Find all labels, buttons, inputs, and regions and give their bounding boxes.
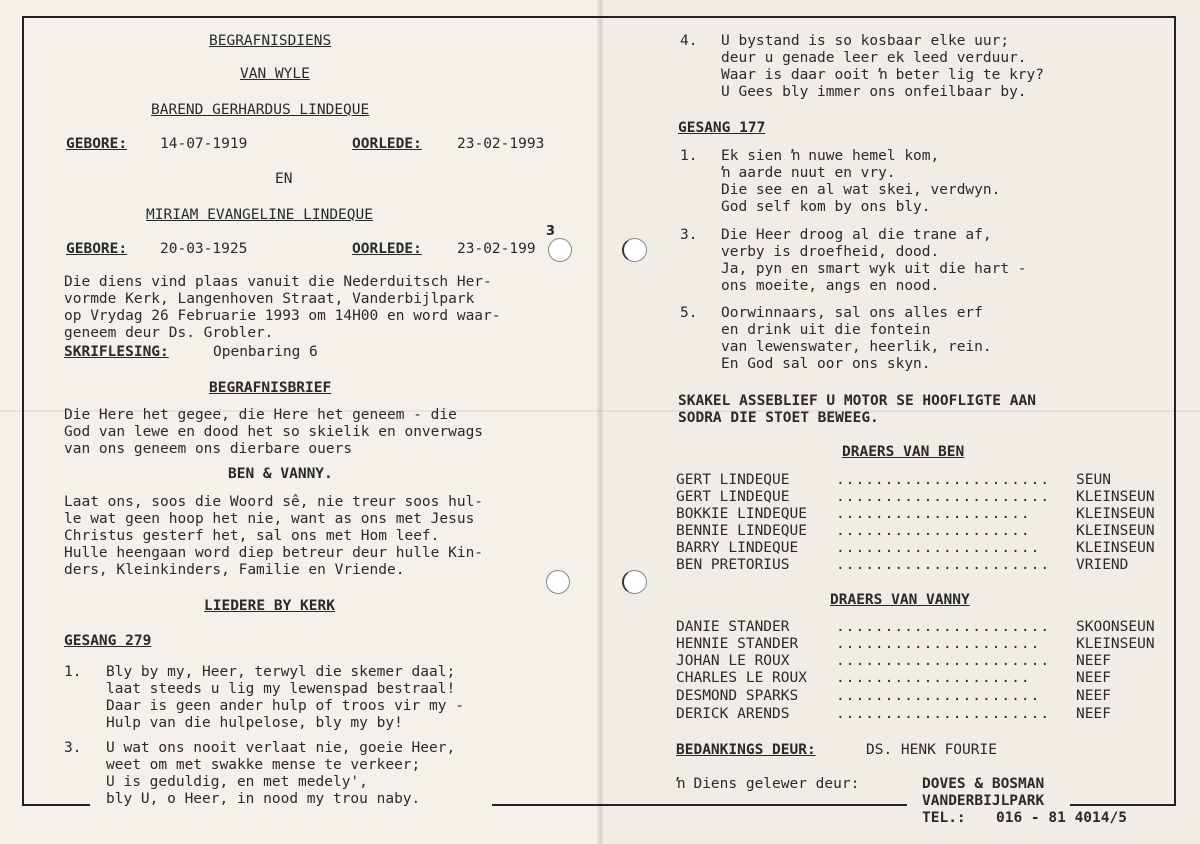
reading-label: SKRIFLESING:	[64, 344, 169, 360]
bearer-name: DESMOND SPARKS	[676, 688, 799, 704]
punch-hole	[622, 570, 647, 594]
company-city: VANDERBIJLPARK	[922, 793, 1045, 809]
border-bottom-right	[1070, 804, 1176, 806]
service-line: geneem deur Ds. Grobler.	[64, 325, 274, 341]
verse-line: laat steeds u lig my lewenspad bestraal!	[106, 681, 456, 697]
bearer-relation: KLEINSEUN	[1076, 506, 1155, 522]
songs-title: LIEDERE BY KERK	[204, 598, 335, 614]
leader-dots: ......................	[836, 557, 1051, 573]
leader-dots: ......................	[836, 653, 1051, 669]
bearer-relation: NEEF	[1076, 653, 1111, 669]
bearer-row	[676, 636, 1176, 653]
verse-line: Daar is geen ander hulp of troos vir my -	[106, 698, 464, 714]
died-date-1: 23-02-1993	[457, 136, 545, 152]
service-line: Die diens vind plaas vanuit die Nederduitsch Her-	[64, 274, 492, 290]
bearer-name: DANIE STANDER	[676, 619, 790, 635]
border-left	[22, 16, 24, 806]
verse-line: deur u genade leer ek leed verduur.	[721, 50, 1027, 66]
bearer-name: BARRY LINDEQUE	[676, 540, 799, 556]
letter-line: God van lewe en dood het so skielik en onverwags	[64, 424, 484, 440]
title-funeral-service: BEGRAFNISDIENS	[209, 33, 332, 49]
verse-line: verby is droefheid, dood.	[721, 244, 940, 260]
verse-line: Ek sien ŉ nuwe hemel kom,	[721, 148, 940, 164]
leader-dots: ......................	[836, 619, 1051, 635]
bearer-relation: SEUN	[1076, 472, 1111, 488]
leader-dots: .....................	[836, 688, 1041, 704]
born-date-2: 20-03-1925	[160, 241, 248, 257]
couple-name: BEN & VANNY.	[228, 466, 333, 482]
verse-line: Waar is daar ooit ŉ beter lig te kry?	[721, 67, 1045, 83]
verse-line: ons moeite, angs en nood.	[721, 278, 940, 294]
text-line: le wat geen hoop het nie, want as ons met Jesus	[64, 511, 475, 527]
leader-dots: ......................	[836, 472, 1051, 488]
thanks-value: DS. HENK FOURIE	[866, 742, 997, 758]
text-line: Laat ons, soos die Woord sê, nie treur soos hul-	[64, 494, 484, 510]
verse-line: U Gees bly immer ons onfeilbaar by.	[721, 84, 1027, 100]
bearers-vanny-title: DRAERS VAN VANNY	[830, 592, 970, 608]
headlights-notice: SKAKEL ASSEBLIEF U MOTOR SE HOOFLIGTE AAN	[678, 393, 1036, 409]
text-line: Christus gesterf het, sal ons met Hom leef.	[64, 528, 440, 544]
verse-line: Ja, pyn en smart wyk uit die hart -	[721, 261, 1027, 277]
born-label: GEBORE:	[66, 241, 128, 257]
title-of-late: VAN WYLE	[240, 66, 310, 82]
bearer-name: CHARLES LE ROUX	[676, 670, 807, 686]
verse-line: Bly by my, Heer, terwyl die skemer daal;	[106, 664, 456, 680]
service-line: vormde Kerk, Langenhoven Straat, Vanderbijlpark	[64, 291, 475, 307]
bearers-ben-title: DRAERS VAN BEN	[842, 444, 965, 460]
bearer-name: GERT LINDEQUE	[676, 472, 790, 488]
verse-number: 4.	[680, 33, 698, 49]
hymn-279-title: GESANG 279	[64, 633, 152, 649]
died-date-2: 23-02-199	[457, 241, 536, 257]
verse-line: Die see en al wat skei, verdwyn.	[721, 182, 1001, 198]
verse-number: 3.	[64, 740, 82, 756]
hymn-177-title: GESANG 177	[678, 120, 766, 136]
leader-dots: ....................	[836, 670, 1031, 686]
punch-hole	[548, 238, 572, 262]
bearer-relation: KLEINSEUN	[1076, 489, 1155, 505]
bearer-row	[676, 653, 1176, 670]
bearer-relation: NEEF	[1076, 706, 1111, 722]
bearer-row	[676, 619, 1176, 636]
bearer-row	[676, 523, 1176, 540]
company-name: DOVES & BOSMAN	[922, 776, 1045, 792]
deceased-name-2: MIRIAM EVANGELINE LINDEQUE	[146, 207, 373, 223]
letter-line: van ons geneem ons dierbare ouers	[64, 441, 353, 457]
leader-dots: .....................	[836, 636, 1041, 652]
leader-dots: ....................	[836, 523, 1031, 539]
verse-line: U wat ons nooit verlaat nie, goeie Heer,	[106, 740, 456, 756]
reading-value: Openbaring 6	[213, 344, 318, 360]
bearer-relation: KLEINSEUN	[1076, 523, 1155, 539]
punch-hole	[622, 238, 647, 262]
leader-dots: ......................	[836, 706, 1051, 722]
bearer-row	[676, 540, 1176, 557]
bearer-row	[676, 688, 1176, 705]
bearer-name: GERT LINDEQUE	[676, 489, 790, 505]
bearer-name: BENNIE LINDEQUE	[676, 523, 807, 539]
border-bottom-mid	[492, 804, 907, 806]
bearer-relation: SKOONSEUN	[1076, 619, 1155, 635]
tel-label: TEL.:	[922, 810, 966, 826]
punch-hole	[546, 570, 570, 594]
bearer-name: DERICK ARENDS	[676, 706, 790, 722]
verse-line: God self kom by ons bly.	[721, 199, 931, 215]
died-label: OORLEDE:	[352, 241, 422, 257]
page-fold	[597, 0, 603, 844]
bearer-row	[676, 506, 1176, 523]
bearer-row	[676, 472, 1176, 489]
bearer-name: BOKKIE LINDEQUE	[676, 506, 807, 522]
bearer-relation: NEEF	[1076, 670, 1111, 686]
born-label: GEBORE:	[66, 136, 128, 152]
thanks-label: BEDANKINGS DEUR:	[676, 742, 816, 758]
leader-dots: ......................	[836, 489, 1051, 505]
verse-number: 5.	[680, 305, 698, 321]
border-top	[22, 16, 1176, 18]
verse-line: U is geduldig, en met medely',	[106, 774, 368, 790]
headlights-notice: SODRA DIE STOET BEWEEG.	[678, 410, 879, 426]
letter-line: Die Here het gegee, die Here het geneem - die	[64, 407, 457, 423]
verse-line: Die Heer droog al die trane af,	[721, 227, 992, 243]
text-line: Hulle heengaan word diep betreur deur hulle Kin-	[64, 545, 484, 561]
bearer-relation: KLEINSEUN	[1076, 540, 1155, 556]
deceased-name-1: BAREND GERHARDUS LINDEQUE	[151, 102, 370, 118]
verse-line: Hulp van die hulpelose, bly my by!	[106, 715, 403, 731]
verse-line: Oorwinnaars, sal ons alles erf	[721, 305, 983, 321]
bearer-name: HENNIE STANDER	[676, 636, 799, 652]
bearer-row	[676, 557, 1176, 574]
leader-dots: ....................	[836, 506, 1031, 522]
bearer-relation: NEEF	[1076, 688, 1111, 704]
handwritten-digit: 3	[546, 224, 556, 239]
born-date-1: 14-07-1919	[160, 136, 248, 152]
bearer-row	[676, 706, 1176, 723]
verse-line: En God sal oor ons skyn.	[721, 356, 931, 372]
verse-line: ŉ aarde nuut en vry.	[721, 165, 896, 181]
verse-line: U bystand is so kosbaar elke uur;	[721, 33, 1010, 49]
verse-line: weet om met swakke mense te verkeer;	[106, 757, 421, 773]
border-bottom-left	[22, 804, 90, 806]
service-line: op Vrydag 26 Februarie 1993 om 14H00 en word waar-	[64, 308, 501, 324]
bearer-row	[676, 489, 1176, 506]
funeral-letter-title: BEGRAFNISBRIEF	[209, 380, 332, 396]
verse-number: 1.	[680, 148, 698, 164]
leader-dots: .....................	[836, 540, 1041, 556]
verse-number: 1.	[64, 664, 82, 680]
tel-number: 016 - 81 4014/5	[996, 810, 1127, 826]
text-line: ders, Kleinkinders, Familie en Vriende.	[64, 562, 405, 578]
verse-line: van lewenswater, heerlik, rein.	[721, 339, 992, 355]
verse-line: en drink uit die fontein	[721, 322, 931, 338]
and-text: EN	[275, 171, 293, 187]
verse-number: 3.	[680, 227, 698, 243]
bearer-relation: VRIEND	[1076, 557, 1129, 573]
bearer-name: BEN PRETORIUS	[676, 557, 790, 573]
bearer-row	[676, 670, 1176, 687]
bearer-relation: KLEINSEUN	[1076, 636, 1155, 652]
bearer-name: JOHAN LE ROUX	[676, 653, 790, 669]
delivered-by-label: ŉ Diens gelewer deur:	[676, 776, 860, 792]
verse-line: bly U, o Heer, in nood my trou naby.	[106, 791, 421, 807]
died-label: OORLEDE:	[352, 136, 422, 152]
